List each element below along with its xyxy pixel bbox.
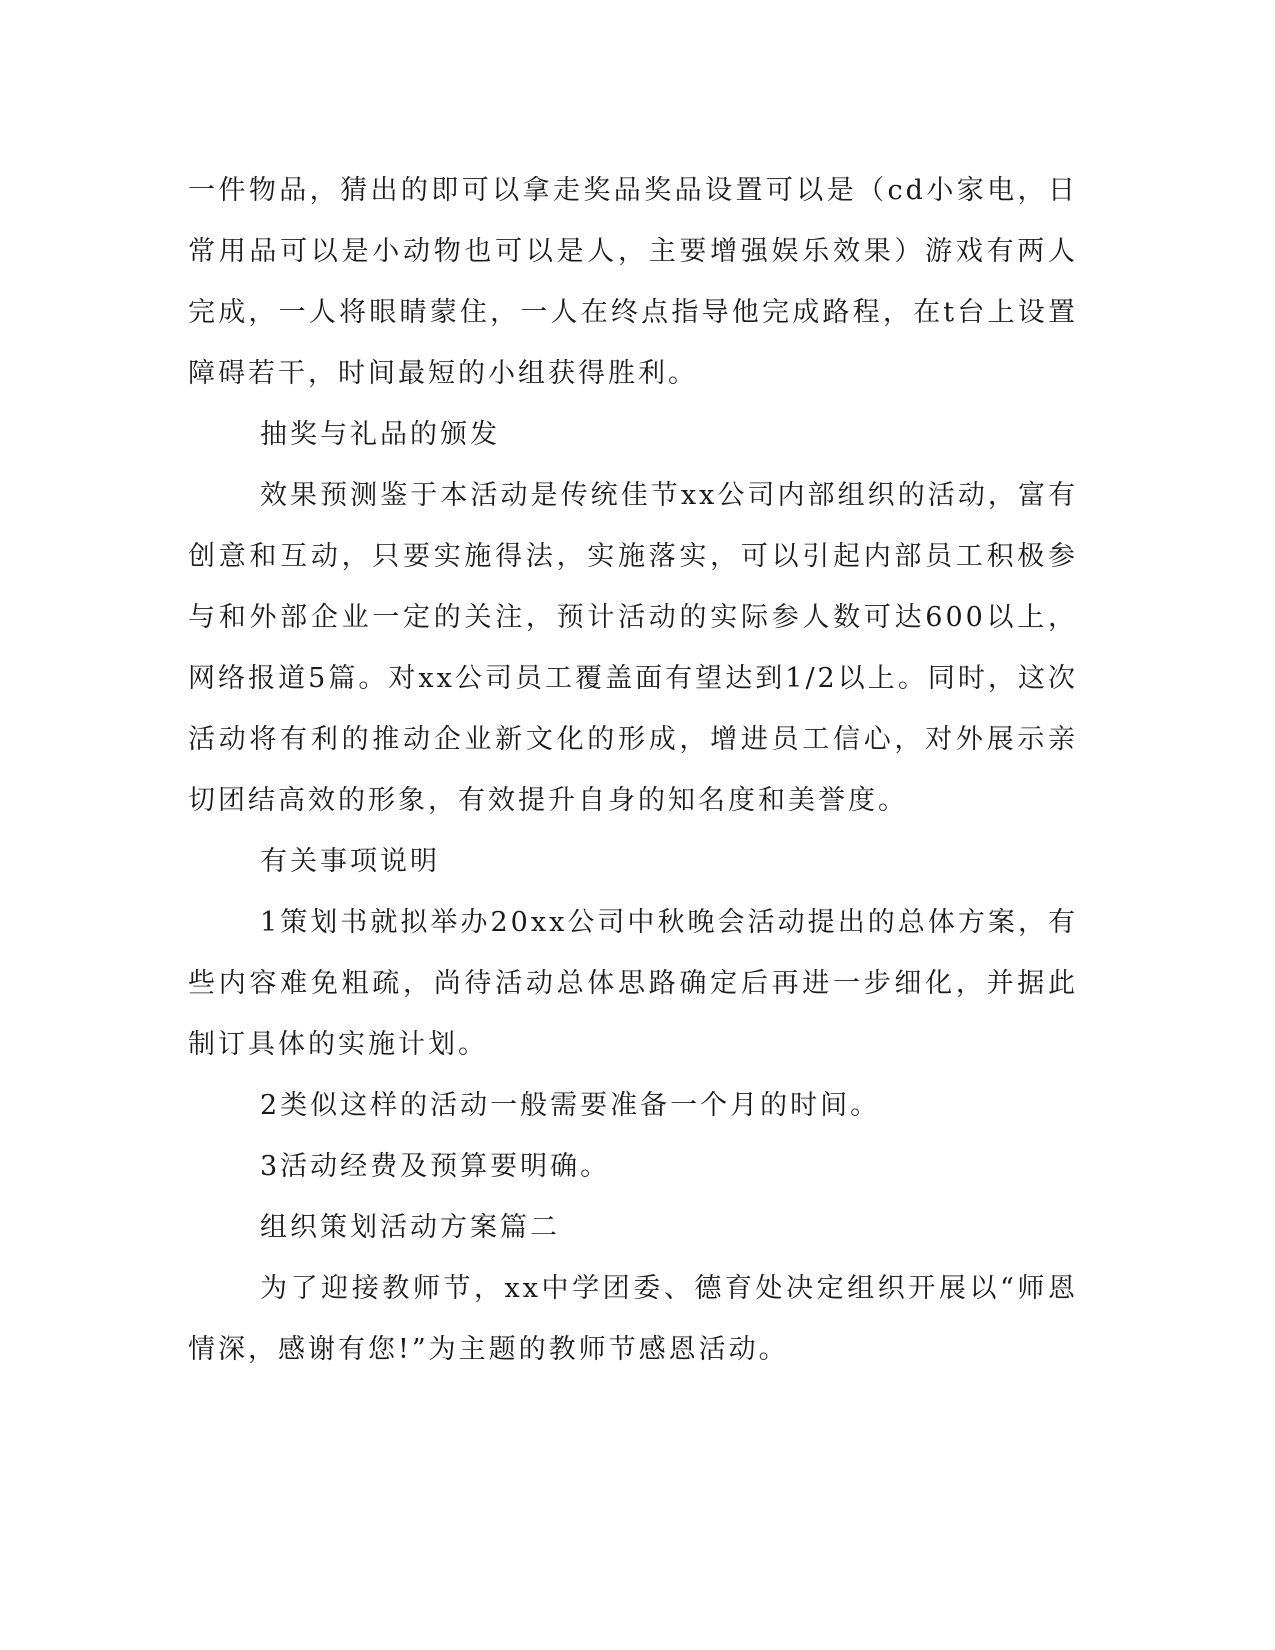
paragraph-effect-prediction: 效果预测鉴于本活动是传统佳节xx公司内部组织的活动，富有创意和互动，只要实施得法，实施落实，可以引起内部员工积极参与和外部企业一定的关注，预计活动的实际参人数可达600以上，网络报道5篇。对xx公司员工覆盖面有望达到1/2以上。同时，这次活动将有利的推动企业新文化的形成，增进员工信心，对外展示亲切团结高效的形象，有效提升自身的知名度和美誉度。 xyxy=(188,480,1078,816)
paragraph-note-3: 3活动经费及预算要明确。 xyxy=(260,1151,611,1182)
document-body xyxy=(188,160,1078,1380)
paragraph-note-1: 1策划书就拟举办20xx公司中秋晚会活动提出的总体方案，有些内容难免粗疏，尚待活动总体思路确定后再进一步细化，并据此制订具体的实施计划。 xyxy=(188,907,1078,1060)
paragraph-lottery-heading: 抽奖与礼品的颁发 xyxy=(260,419,500,450)
paragraph-teachers-day-intro: 为了迎接教师节，xx中学团委、德育处决定组织开展以“师恩情深，感谢有您!”为主题的教师节感恩活动。 xyxy=(188,1273,1078,1365)
paragraph-notes-heading: 有关事项说明 xyxy=(260,846,440,877)
paragraph-game-description: 一件物品，猜出的即可以拿走奖品奖品设置可以是（cd小家电，日常用品可以是小动物也可以是人，主要增强娱乐效果）游戏有两人完成，一人将眼睛蒙住，一人在终点指导他完成路程，在t台上设置障碍若干，时间最短的小组获得胜利。 xyxy=(188,175,1078,389)
paragraph-note-2: 2类似这样的活动一般需要准备一个月的时间。 xyxy=(260,1090,881,1121)
paragraph-section-2-heading: 组织策划活动方案篇二 xyxy=(260,1212,560,1243)
